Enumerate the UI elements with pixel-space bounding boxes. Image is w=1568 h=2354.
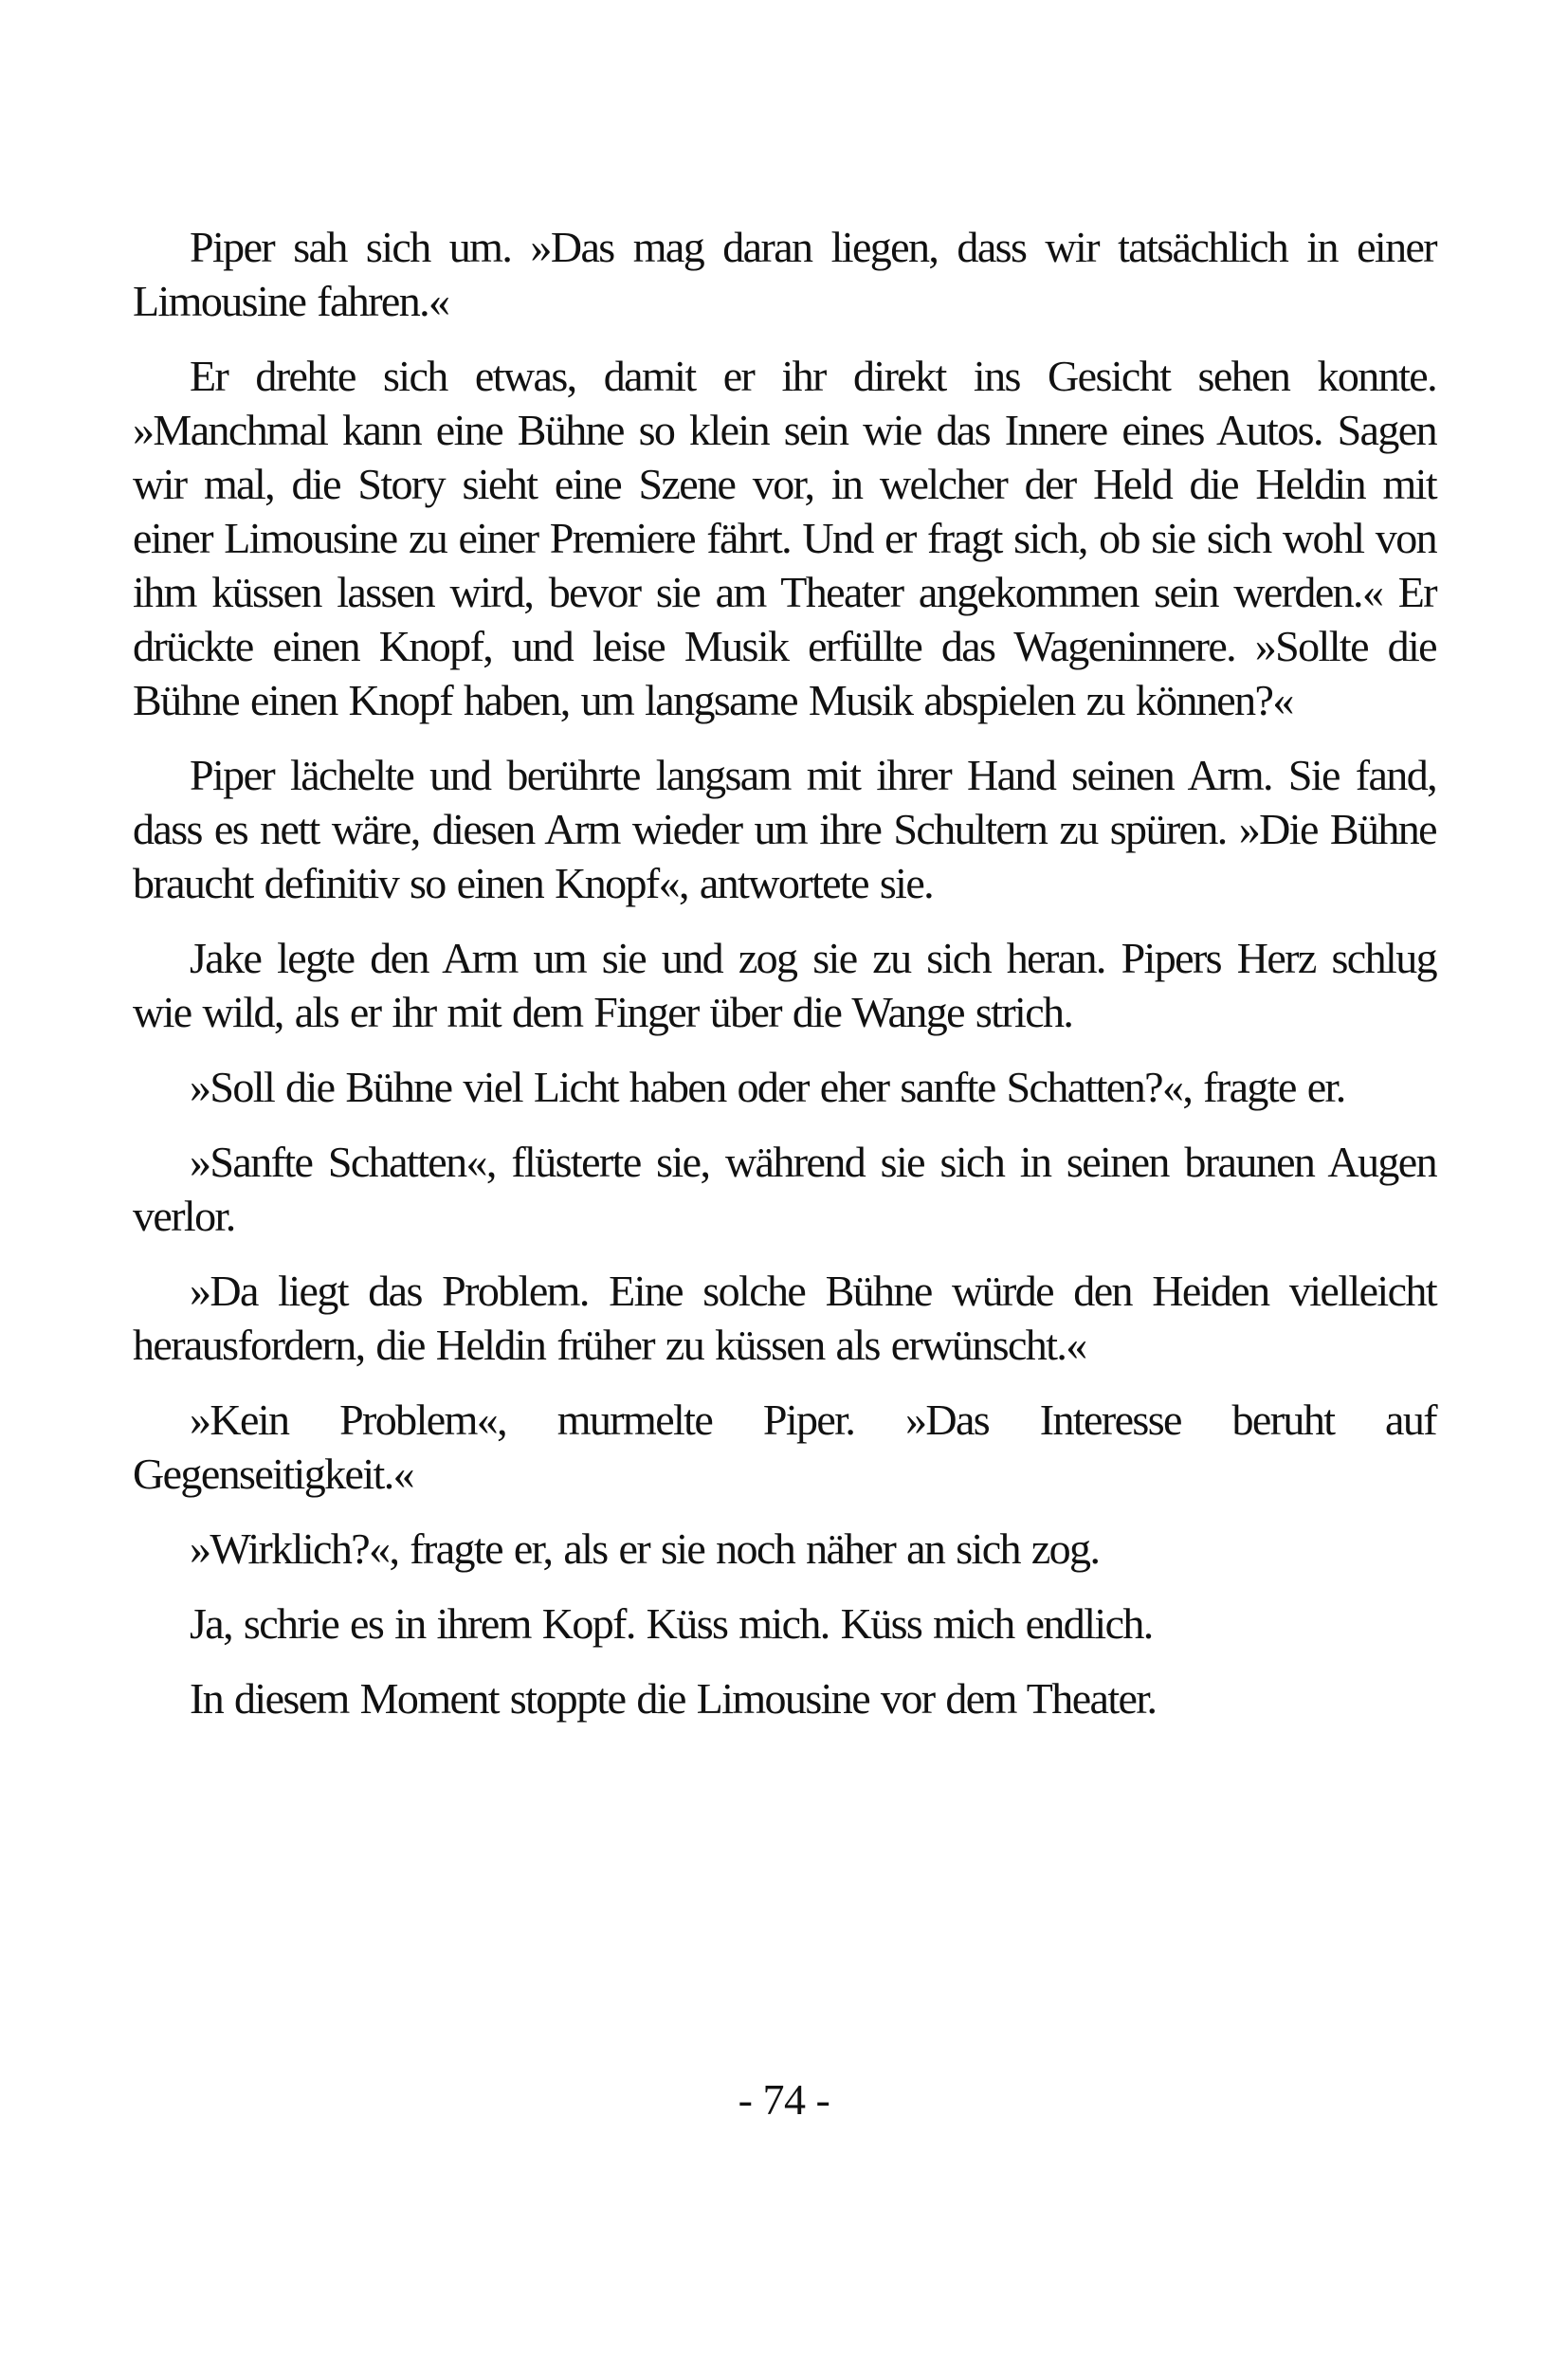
paragraph-7: »Da liegt das Problem. Eine solche Bühne würde den Heiden vielleicht herausfordern, die Heldin früher zu küssen als erwünscht.« [133,1267,1436,1369]
paragraph-11: In diesem Moment stoppte die Limousine vor dem Theater. [190,1674,1157,1723]
paragraph-1: Piper sah sich um. »Das mag daran liegen, dass wir tatsächlich in einer Limousine fahren.« [133,223,1436,325]
paragraph-8: »Kein Problem«, murmelte Piper. »Das Interesse beruht auf Gegenseitigkeit.« [133,1396,1436,1498]
paragraph-4: Jake legte den Arm um sie und zog sie zu sich heran. Pipers Herz schlug wie wild, als er ihr mit dem Finger über die Wange strich. [133,934,1436,1036]
paragraph-2: Er drehte sich etwas, damit er ihr direkt ins Gesicht sehen konnte. »Manchmal kann eine Bühne so klein sein wie das Innere eines Autos. Sagen wir mal, die Story sieht eine Szene vor, in welcher der Held die Heldin mit einer Limousine zu einer Premiere fährt. Und er fragt sich, ob sie sich wohl von ihm küssen lassen wird, bevor sie am Theater angekommen sein werden.« Er drückte einen Knopf, und leise Musik erfüllte das Wageninnere. »Sollte die Bühne einen Knopf haben, um langsame Musik abspielen zu können?« [133,352,1436,724]
paragraph-9: »Wirklich?«, fragte er, als er sie noch näher an sich zog. [190,1524,1100,1573]
body-text [133,220,1436,1746]
paragraph-6: »Sanfte Schatten«, flüsterte sie, während sie sich in seinen braunen Augen verlor. [133,1138,1436,1240]
page-number: - 74 - [738,2075,830,2124]
paragraph-3: Piper lächelte und berührte langsam mit ihrer Hand seinen Arm. Sie fand, dass es nett wäre, diesen Arm wieder um ihre Schultern zu spüren. »Die Bühne braucht definitiv so einen Knopf«, antwortete sie. [133,751,1436,907]
paragraph-5: »Soll die Bühne viel Licht haben oder eher sanfte Schatten?«, fragte er. [190,1063,1345,1111]
paragraph-10: Ja, schrie es in ihrem Kopf. Küss mich. Küss mich endlich. [190,1599,1153,1648]
